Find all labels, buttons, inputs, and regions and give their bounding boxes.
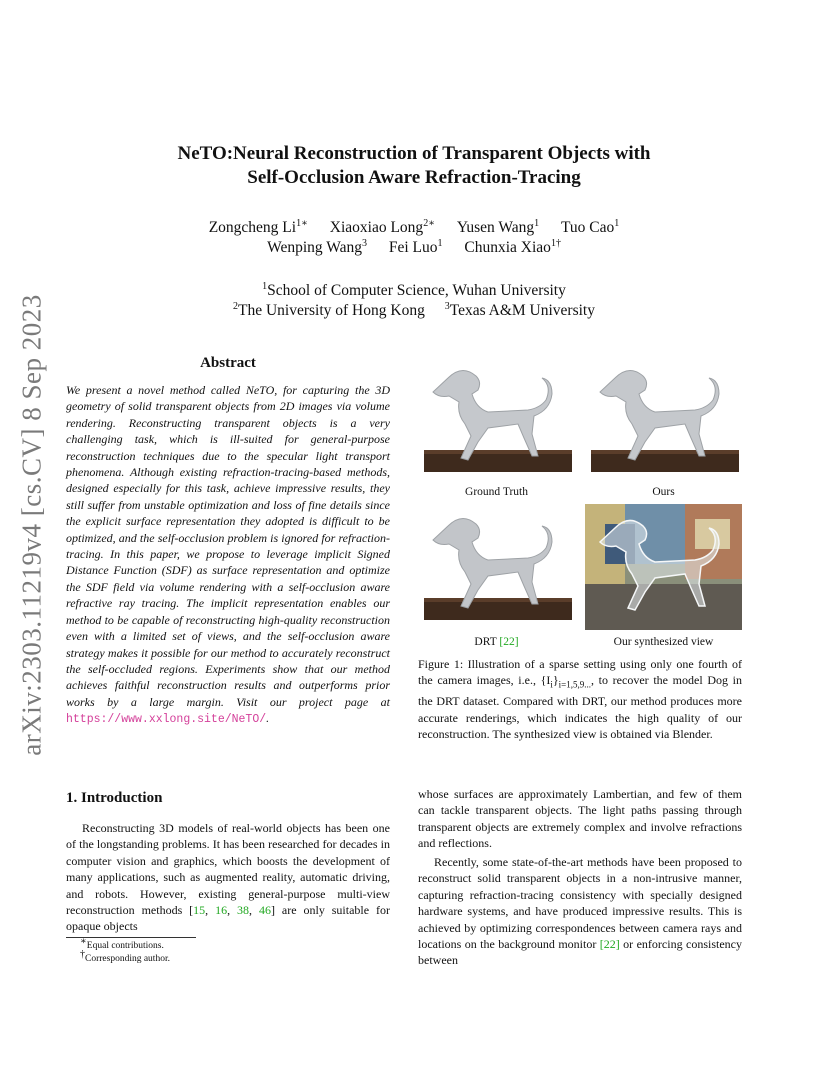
citation-link[interactable]: [22]: [599, 937, 620, 952]
ours-render: [585, 356, 742, 482]
introduction-heading: 1. Introduction: [66, 790, 163, 806]
title-line-1: NeTO:Neural Reconstruction of Transparent Objects with: [177, 143, 651, 164]
citation-link[interactable]: [22]: [499, 636, 519, 648]
author-list: [140, 218, 688, 258]
intro-paragraph-2: Recently, some state-of-the-art methods have been proposed to reconstruct solid transparent objects in a non-intrusive manner, capturing refraction-tracing consistency with specially designed hardware systems, and have produced impressive results. This is achieved by optimizing correspondences between camera rays and locations on the background monitor [22] or enforcing consistency between: [418, 855, 742, 968]
arxiv-stamp: arXiv:2303.11219v4 [cs.CV] 8 Sep 2023: [16, 294, 47, 756]
figure-1: [418, 356, 742, 652]
ground-truth-render: [418, 356, 575, 482]
drt-render: [418, 504, 575, 630]
synthesized-view-render: [585, 504, 742, 630]
author: Wenping Wang$^3$: [267, 237, 367, 256]
citation-link[interactable]: 16: [215, 903, 228, 918]
citation-link[interactable]: 46: [258, 903, 271, 918]
title-line-2: Self-Occlusion Aware Refraction-Tracing: [247, 167, 581, 188]
abstract-heading: Abstract: [200, 355, 256, 371]
footnote: ∗Equal contributions.: [80, 935, 164, 951]
panel-label-ours: Ours: [652, 486, 675, 498]
author: Xiaoxiao Long$^{2∗}$: [329, 217, 435, 236]
author: Zongcheng $Li^{1∗}$: [208, 217, 308, 236]
project-page-link[interactable]: https://www.xxlong.site/NeTO/: [66, 713, 267, 727]
panel-label-ground-truth: Ground Truth: [465, 486, 528, 498]
arxiv-sidebar: [4, 290, 60, 760]
abstract-text: We present a novel method called NeTO, for capturing the 3D geometry of solid transparent objects from 2D images via volume rendering. Reconstructing transparent objects is a very challenging task, which is ill-suited for general-purpose reconstruction techniques due to the specular light transport phenomena. Although existing refraction-tracing-based methods, designed especially for this task, achieve impressive results, they still suffer from unstable optimization and loss of fine details since the explicit surface representation they adopted is difficult to be optimized, and the self-occlusion problem is ignored for refraction-tracing. In this paper, we propose to leverage implicit Signed Distance Function (SDF) as surface representation and optimize the SDF field via volume rendering with a self-occlusion aware refractive ray tracing. The implicit representation enables our method to be capable of reconstructing high-quality reconstruction even with a limited set of views, and the self-occlusion aware strategy makes it possible for our method to accurately reconstruct the self-occluded regions. Experiments show that our method achieves faithful reconstruction results and outperforms prior works by a large margin. Visit our project page at: [66, 383, 390, 709]
affiliation: $^3$Texas A&M University: [444, 300, 595, 319]
author: Fei Luo$^1$: [388, 237, 443, 256]
footnote: †Corresponding author.: [80, 948, 170, 964]
paper-title: [150, 142, 678, 190]
panel-label-drt: DRT [22]: [474, 636, 519, 648]
abstract-body: We present a novel method called NeTO, for capturing the 3D geometry of solid transparent objects from 2D images via volume rendering. Reconstructing transparent objects is a very challenging task, which is ill-suited for general-purpose reconstruction techniques due to the specular light transport phenomena. Although existing refraction-tracing-based methods, designed especially for this task, achieve impressive results, they still suffer from unstable optimization and loss of fine details since the explicit surface representation they adopted is difficult to be optimized, and the self-occlusion problem is ignored for refraction-tracing. In this paper, we propose to leverage implicit Signed Distance Function (SDF) as surface representation and optimize the SDF field via volume rendering with a self-occlusion aware refractive ray tracing. The implicit representation enables our method to be capable of reconstructing high-quality reconstruction even with a limited set of views, and the self-occlusion aware strategy makes it possible for our method to accurately reconstruct the self-occluded regions. Experiments show that our method achieves faithful reconstruction results and outperforms prior works by a large margin. Visit our project page at https://www.xxlong.site/NeTO/.: [66, 383, 390, 727]
intro-paragraph: Reconstructing 3D models of real-world objects has been one of the longstanding problems. It has been researched for decades in computer vision and graphics, which boosts the development of many applications, such as augmented reality, automatic driving, and robots. However, existing general-purpose multi-view reconstruction methods [15, 16, 38, 46] are only suitable for opaque objects: [66, 821, 391, 934]
author: Tuo Cao$^1$: [561, 217, 620, 236]
affiliation: $^1$School of Computer Science, Wuhan University: [262, 280, 566, 299]
citation-link[interactable]: 15: [193, 903, 206, 918]
affiliations: [150, 281, 678, 321]
author: Chunxia Xiao$^{1\dagger}$: [464, 237, 561, 256]
panel-label-synthesized: Our synthesized view: [613, 636, 714, 648]
figure-caption: Figure 1: Illustration of a sparse setting using only one fourth of the camera images, i.e., $\{I_i\}_{i=1,5,9...}$, to recover the model Dog in the DRT dataset. Compared with DRT, our method produces more accurate renderings, which indicates the high quality of our reconstruction. The synthesized view is obtained via Blender.: [418, 657, 742, 742]
author: Yusen Wang$^1$: [456, 217, 540, 236]
intro-paragraph-continued: whose surfaces are approximately Lambertian, and few of them can tackle transparent objects. The light paths passing through transparent objects are extremely complex and involve refractions and reflections.: [418, 787, 742, 851]
citation-link[interactable]: 38: [237, 903, 250, 918]
affiliation: $^2$The University of Hong Kong: [232, 300, 425, 319]
